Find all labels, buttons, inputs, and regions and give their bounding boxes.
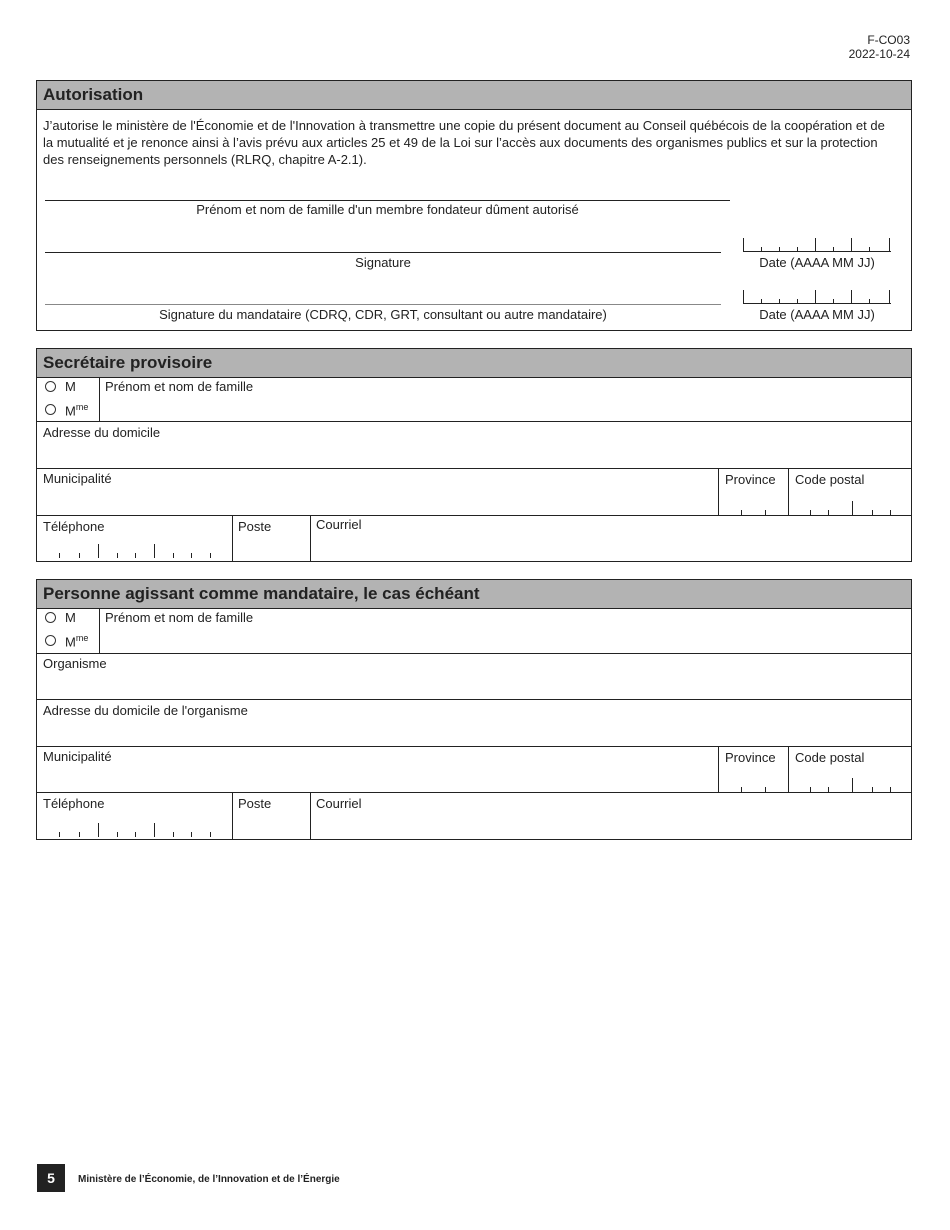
agent-mrs-label: $M^{me}$ [65,633,89,650]
signature-label: Signature [355,255,411,270]
agent-phone-field[interactable] [41,823,213,837]
form-code-id: F-CO03 [867,33,910,47]
secretary-mrs-label: $M^{me}$ [65,402,89,419]
secretary-ext-field[interactable] [233,516,310,561]
agent-city-field[interactable] [37,747,718,792]
secretary-province-field[interactable] [741,501,767,515]
agent-date-label: Date (AAAA MM JJ) [759,307,875,322]
secretary-title: Secrétaire provisoire [37,349,911,378]
secretary-section [36,348,912,562]
agent-org-address-label: Adresse du domicile de l'organisme [43,703,248,718]
secretary-phone-field[interactable] [41,544,213,558]
agent-org-field[interactable] [37,654,911,699]
ministry-name: Ministère de l’Économie, de l’Innovation et de l’Énergie [78,1174,340,1185]
agent-province-field[interactable] [741,778,767,792]
secretary-email-label: Courriel [316,517,362,532]
authorization-text: J’autorise le ministère de l'Économie et de l'Innovation à transmettre une copie du présent document au Conseil québécois de la coopération et de la mutualité et je renonce ainsi à l’avis prévu aux articles 25 et 49 de la Loi sur l’accès aux documents des organismes publics et sur la protection des renseignements personnels (RLRQ, chapitre A-2.1). [43,118,885,167]
date-label: Date (AAAA MM JJ) [759,255,875,270]
agent-title: Personne agissant comme mandataire, le cas échéant [37,580,911,609]
agent-signature-label: Signature du mandataire (CDRQ, CDR, GRT, consultant ou autre mandataire) [159,307,607,322]
agent-mr-radio[interactable] [45,612,56,623]
secretary-name-label: Prénom et nom de famille [105,379,254,394]
date-field[interactable] [743,238,891,252]
secretary-mr-radio[interactable] [45,381,56,392]
authorization-title: Autorisation [37,81,911,110]
agent-signature-line[interactable] [45,304,721,305]
secretary-email-field[interactable] [311,516,911,561]
secretary-address-field[interactable] [37,422,911,468]
agent-email-label: Courriel [316,796,362,811]
secretary-postal-label: Code postal [795,472,865,487]
page-number: 5 [37,1164,65,1192]
agent-mr-label: M [65,610,76,625]
secretary-city-field[interactable] [37,469,718,515]
agent-email-field[interactable] [311,793,911,839]
founder-name-label: Prénom et nom de famille d'un membre fondateur dûment autorisé [196,202,579,217]
secretary-province-label: Province [725,472,776,487]
agent-phone-label: Téléphone [43,796,105,811]
form-code [849,33,910,61]
agent-postal-field[interactable] [810,778,894,792]
secretary-postal-field[interactable] [810,501,894,515]
agent-section [36,579,912,840]
secretary-mr-label: M [65,379,76,394]
agent-province-label: Province [725,750,776,765]
secretary-phone-label: Téléphone [43,519,105,534]
form-code-date: 2022-10-24 [848,47,910,61]
agent-ext-field[interactable] [233,793,310,839]
secretary-name-field[interactable] [100,377,911,422]
secretary-address-label: Adresse du domicile [43,425,161,440]
agent-date-field[interactable] [743,290,891,304]
agent-name-field[interactable] [100,608,911,653]
agent-org-label: Organisme [43,656,107,671]
agent-city-label: Municipalité [43,749,112,764]
agent-ext-label: Poste [238,796,272,811]
agent-org-address-field[interactable] [37,700,911,746]
founder-name-line[interactable] [45,200,730,201]
signature-line[interactable] [45,252,721,253]
authorization-section [36,80,912,331]
agent-postal-label: Code postal [795,750,865,765]
secretary-mrs-radio[interactable] [45,404,56,415]
agent-mrs-radio[interactable] [45,635,56,646]
secretary-ext-label: Poste [238,519,272,534]
agent-name-label: Prénom et nom de famille [105,610,254,625]
secretary-city-label: Municipalité [43,471,112,486]
